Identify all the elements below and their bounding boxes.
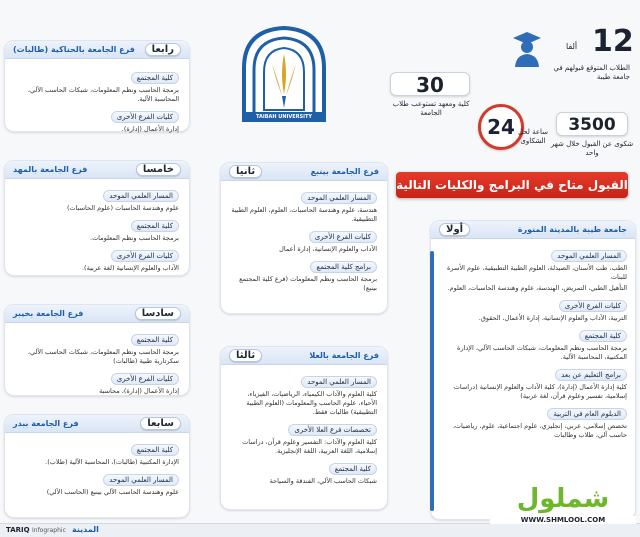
yanbu-item-desc: هندسة، علوم وهندسة الحاسبات، العلوم، العلوم الطبية التطبيقية. — [231, 206, 377, 223]
panel-mahd — [4, 160, 190, 276]
panel-yanbu-title: فرع الجامعة بينبع — [310, 167, 379, 176]
madinah-item-label: الدبلوم العام في التربية — [547, 408, 627, 420]
panel-madinah-title: جامعة طيبة بالمدينة المنورة — [517, 225, 627, 234]
stat-30-caption: كلية ومعهد تستوعب طلاب الجامعة — [392, 100, 470, 117]
mahd-item-label: المسار العلمي الموحد — [103, 190, 179, 202]
panel-henakiyah-title: فرع الجامعة بالحناكية (طالبات) — [13, 45, 135, 54]
madinah-item-desc: تخصص إسلامي، عربي، إنجليزي، علوم اجتماعية، علوم، رياضيات، حاسب آلي، طلاب وطالبات — [452, 422, 627, 439]
stat-12-caption: الطلاب المتوقع قبولهم في جامعة طيبة — [553, 64, 630, 81]
henakiyah-item-desc: برمجة الحاسب ونظم المعلومات، شبكات الحاسب الآلي، المحاسبة الآلية. — [27, 86, 179, 103]
ula-item-label: كلية المجتمع — [329, 463, 377, 475]
ula-item-label: تخصصات فرع العلا الأخرى — [288, 424, 377, 436]
madinah-item-desc: التربية، الآداب والعلوم الإنسانية، إدارة الأعمال، الحقوق. — [478, 314, 627, 322]
panel-badr-ordinal: سابعا — [140, 417, 181, 430]
yanbu-item-desc: برمجة الحاسب ونظم المعلومات (فرع كلية المجتمع بينبع) — [239, 275, 377, 292]
panel-henakiyah-head — [5, 41, 189, 59]
panel-mahd-head — [5, 161, 189, 179]
mahd-item-label: كليات الفرع الأخرى — [111, 250, 179, 262]
panel-khaybar-title: فرع الجامعة بخيبر — [13, 309, 84, 318]
footer-brand: TARIQ — [6, 526, 30, 534]
mahd-item-desc: الآداب والعلوم الإنسانية (لغة عربية). — [81, 264, 179, 272]
programs-banner: القبول متاح في البرامج والكليات التالية — [396, 172, 628, 198]
badr-item-desc: علوم وهندسة الحاسب الآلي بينبع (الحاسب الآلي) — [46, 488, 179, 496]
madinah-item-label: المسار العلمي الموحد — [551, 250, 627, 262]
panel-madinah — [430, 220, 636, 520]
stat-12-unit: ألفا — [566, 42, 578, 51]
stat-24-value: 24 — [487, 115, 515, 139]
khaybar-item-label: كليات الفرع الأخرى — [111, 373, 179, 385]
graduate-icon — [512, 30, 542, 68]
panel-badr — [4, 414, 190, 518]
panel-yanbu — [220, 162, 388, 314]
panel-henakiyah — [4, 40, 190, 132]
stat-3500 — [556, 112, 628, 136]
panel-yanbu-head — [221, 163, 387, 181]
yanbu-item-label: كليات الفرع الأخرى — [309, 231, 377, 243]
madinah-item-label: برامج التعليم عن بعد — [555, 369, 627, 381]
university-logo — [236, 24, 332, 126]
panel-mahd-title: فرع الجامعة بالمهد — [13, 165, 88, 174]
madinah-side-bar — [430, 251, 434, 511]
watermark-url: WWW.SHMLOOL.COM — [490, 516, 636, 524]
badr-item-desc: الإدارة المكتبية (طالبات)، المحاسبة الآلية (طلاب). — [45, 458, 179, 466]
khaybar-item-label: كلية المجتمع — [131, 334, 179, 346]
panel-khaybar-head — [5, 305, 189, 323]
watermark — [490, 482, 636, 536]
panel-ula-head — [221, 347, 387, 365]
yanbu-item-label: برامج كلية المجتمع — [310, 261, 377, 273]
panel-badr-head — [5, 415, 189, 433]
badr-item-label: المسار العلمي الموحد — [103, 474, 179, 486]
panel-henakiyah-ordinal: رابعا — [145, 43, 181, 56]
panel-madinah-ordinal: أولا — [439, 223, 470, 236]
watermark-text: شملول — [516, 484, 610, 514]
ula-item-label: المسار العلمي الموحد — [301, 376, 377, 388]
henakiyah-item-label: كليات الفرع الأخرى — [111, 111, 179, 123]
stat-24-caption: ساعة لحل الشكاوى — [517, 128, 549, 145]
stat-30-value: 30 — [416, 73, 444, 97]
henakiyah-item-label: كلية المجتمع — [131, 72, 179, 84]
madinah-item-desc: التأهيل الطبي، التمريض، الهندسة، علوم وهندسة الحاسبات، العلوم. — [447, 284, 627, 292]
panel-khaybar-ordinal: سادسا — [135, 307, 181, 320]
panel-madinah-head — [431, 221, 635, 239]
panel-ula-ordinal: ثالثا — [229, 349, 262, 362]
ula-item-desc: كلية العلوم والآداب: التفسير وعلوم قرآن، دراسات إسلامية، اللغة العربية، اللغة الإنجليزية. — [242, 438, 377, 455]
khaybar-item-desc: برمجة الحاسب ونظم المعلومات، شبكات الحاسب الآلي، سكرتارية طبية (طالبات) — [27, 348, 179, 365]
footer-paper: المدينة — [72, 525, 99, 534]
ula-item-desc: شبكات الحاسب الآلي، الفندقة والسياحة — [269, 477, 377, 485]
yanbu-item-desc: الآداب والعلوم الإنسانية، إدارة أعمال — [279, 245, 377, 253]
khaybar-item-desc: إدارة الأعمال (إدارة)، محاسبة — [99, 387, 179, 395]
footer-brand-sub: Infographic — [32, 527, 66, 534]
mahd-item-desc: برمجة الحاسب ونظم المعلومات. — [90, 234, 179, 242]
madinah-item-label: كليات الفرع الأخرى — [559, 300, 627, 312]
mahd-item-label: كلية المجتمع — [131, 220, 179, 232]
madinah-item-desc: برمجة الحاسب ونظم المعلومات، شبكات الحاسب الآلي، الإدارة المكتبية، المحاسبة الآلية. — [457, 344, 627, 361]
madinah-item-desc: كلية إدارة الأعمال (إدارة)، كلية الآداب والعلوم الإنسانية (دراسات إسلامية، تفسير وعلوم قرآن، لغة عربية) — [453, 383, 627, 400]
panel-badr-title: فرع الجامعة ببدر — [13, 419, 79, 428]
panel-mahd-ordinal: خامسا — [136, 163, 181, 176]
stat-12 — [506, 20, 634, 90]
stat-12-value: 12 — [592, 24, 634, 59]
stat-30 — [390, 72, 470, 96]
stat-3500-value: 3500 — [568, 115, 616, 135]
panel-ula — [220, 346, 388, 510]
madinah-item-desc: الطب، طب الأسنان، الصيدلة، العلوم الطبية التطبيقية، علوم الأسرة للبنات — [447, 264, 627, 281]
yanbu-item-label: المسار العلمي الموحد — [301, 192, 377, 204]
badr-item-label: كلية المجتمع — [131, 444, 179, 456]
panel-ula-title: فرع الجامعة بالعلا — [309, 351, 379, 360]
panel-khaybar — [4, 304, 190, 396]
mahd-item-desc: علوم وهندسة الحاسبات (علوم الحاسبات) — [67, 204, 179, 212]
henakiyah-item-desc: إدارة الأعمال (إدارة). — [121, 125, 179, 133]
panel-yanbu-ordinal: ثانيا — [229, 165, 262, 178]
ula-item-desc: كلية العلوم والآداب الكيمياء، الرياضيات، الفيزياء، الأحياء، علوم الحاسب والمعلومات (العلوم الطبية التطبيقية) طالبات فقط. — [246, 390, 377, 416]
logo-text: TAIBAH UNIVERSITY — [255, 114, 313, 120]
madinah-item-label: كلية المجتمع — [579, 330, 627, 342]
stat-3500-caption: شكوى عن القبول خلال شهر واحد — [550, 140, 634, 157]
